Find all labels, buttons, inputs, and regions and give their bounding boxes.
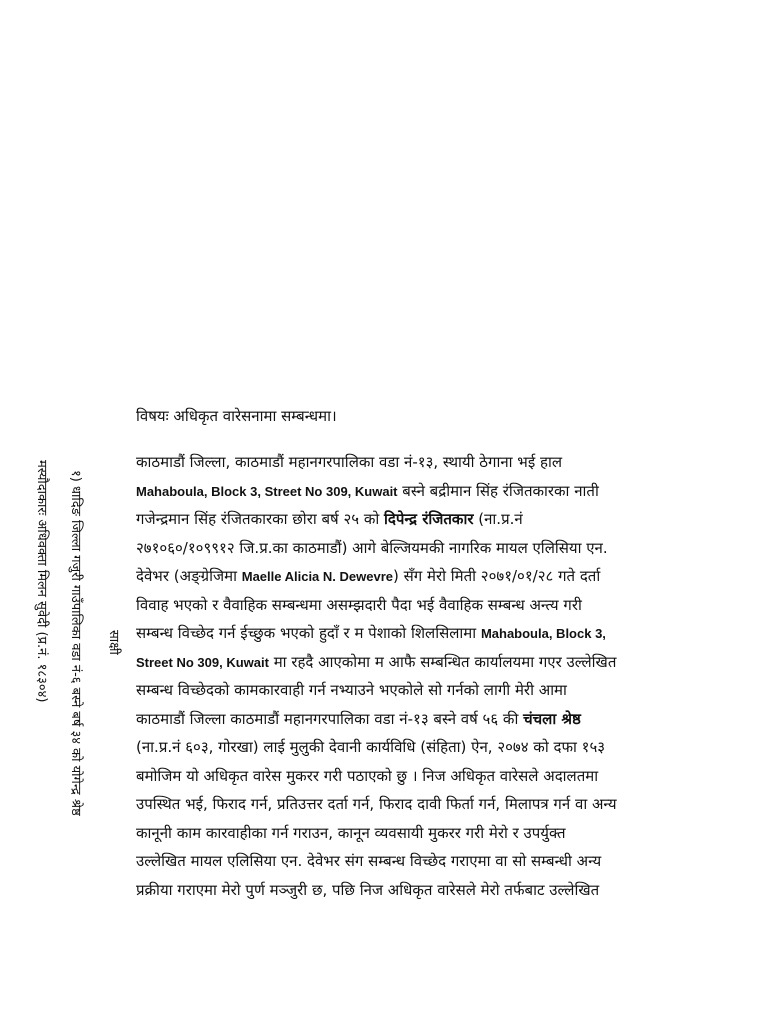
witness-1-text: १) धादिङ जिल्ला गजुरी गाउँपालिका वडा नं-६ बस्ने बर्ष ३४ को योगेन्द्र श्रेष्ठ — [68, 470, 83, 816]
body-line-9: सम्बन्ध विच्छेदको कामकारवाही गर्न नभ्याउने भएकोले सो गर्नको लागी मेरी आमा — [136, 681, 567, 699]
body-line-16: प्रक्रीया गराएमा मेरो पुर्ण मञ्जुरी छ, पछि निज अधिकृत वारेसले मेरो तर्फबाट उल्लेखित — [136, 880, 600, 899]
body-line-8 — [136, 648, 680, 677]
address-en-2b: Street No 309, Kuwait — [136, 654, 269, 670]
drafter-text: मस्यौदाकारः अधिवक्ता मिलन सुवेदी (प्र.नं. १८३०४) — [34, 460, 49, 703]
subject-line: विषयः अधिकृत वारेसनामा सम्बन्धमा। — [136, 407, 337, 425]
applicant-name: दिपेन्द्र रंजितकार — [384, 510, 474, 528]
body-line-14: कानूनी काम कारवाहीका गर्न गराउन, कानून व्यवसायी मुकरर गरी मेरो र उपर्युक्त — [136, 823, 566, 842]
body-line-3-b: (ना.प्र.नं — [473, 510, 523, 528]
body-line-13: उपस्थित भई, फिराद गर्न, प्रतिउत्तर दर्ता गर्न, फिराद दावी फिर्ता गर्न, मिलापत्र गर्न वा अन्य — [136, 795, 617, 813]
spouse-name-en: Maelle Alicia N. Dewevre — [241, 569, 393, 584]
witness-label: साक्षी — [106, 630, 121, 655]
body-line-3 — [136, 505, 680, 534]
body-line-5 — [136, 562, 680, 591]
body-line-1: काठमाडौं जिल्ला, काठमाडौं महानगरपालिका वडा नं-१३, स्थायी ठेगाना भई हाल — [136, 453, 563, 471]
agent-name: चंचला श्रेष्ठ — [523, 709, 581, 728]
body-line-7 — [136, 619, 680, 648]
body-paragraph — [136, 448, 680, 904]
body-line-10-a: काठमाडौं जिल्ला काठमाडौं महानगरपालिका वडा नं-१३ बस्ने वर्ष ५६ की — [136, 709, 524, 728]
address-en-2a: Mahaboula, Block 3, — [480, 626, 606, 641]
body-line-3-a: गजेन्द्रमान सिंह रंजितकारका छोरा बर्ष २५ को — [136, 510, 385, 528]
body-line-10 — [136, 705, 680, 734]
body-line-2-text: बस्ने बद्रीमान सिंह रंजितकारका नाती — [397, 481, 599, 500]
address-en: Mahaboula, Block 3, Street No 309, Kuwait — [136, 483, 398, 499]
body-line-6: विवाह भएको र वैवाहिक सम्बन्धमा असम्झदारी पैदा भई वैवाहिक सम्बन्ध अन्त्य गरी — [136, 595, 582, 614]
body-line-7-a: सम्बन्ध विच्छेद गर्न ईच्छुक भएको हुदाँ र म पेशाको शिलसिलामा — [136, 624, 481, 642]
body-line-11: (ना.प्र.नं ६०३, गोरखा) लाई मुलुकी देवानी कार्यविधि (संहिता) ऐन, २०७४ को दफा १५३ — [136, 738, 606, 756]
body-line-15: उल्लेखित मायल एलिसिया एन. देवेभर संग सम्बन्ध विच्छेद गराएमा वा सो सम्बन्धी अन्य — [136, 852, 602, 870]
body-line-5-a: देवेभर (अङ्ग्रेजिमा — [136, 567, 242, 585]
body-line-12: बमोजिम यो अधिकृत वारेस मुकरर गरी पठाएको छु । निज अधिकृत वारेसले अदालतमा — [136, 766, 599, 785]
body-line-4: २७१०६०/१०९९१२ जि.प्र.का काठमाडौं) आगे बेल्जियमकी नागरिक मायल एलिसिया एन. — [136, 538, 608, 557]
body-line-2 — [136, 477, 680, 506]
body-line-5-b: ) सँग मेरो मिती २०७१/०१/२८ गते दर्ता — [393, 567, 601, 585]
body-line-8-text: मा रहदै आएकोमा म आफै सम्बन्धित कार्यालयमा गएर उल्लेखित — [268, 652, 617, 671]
